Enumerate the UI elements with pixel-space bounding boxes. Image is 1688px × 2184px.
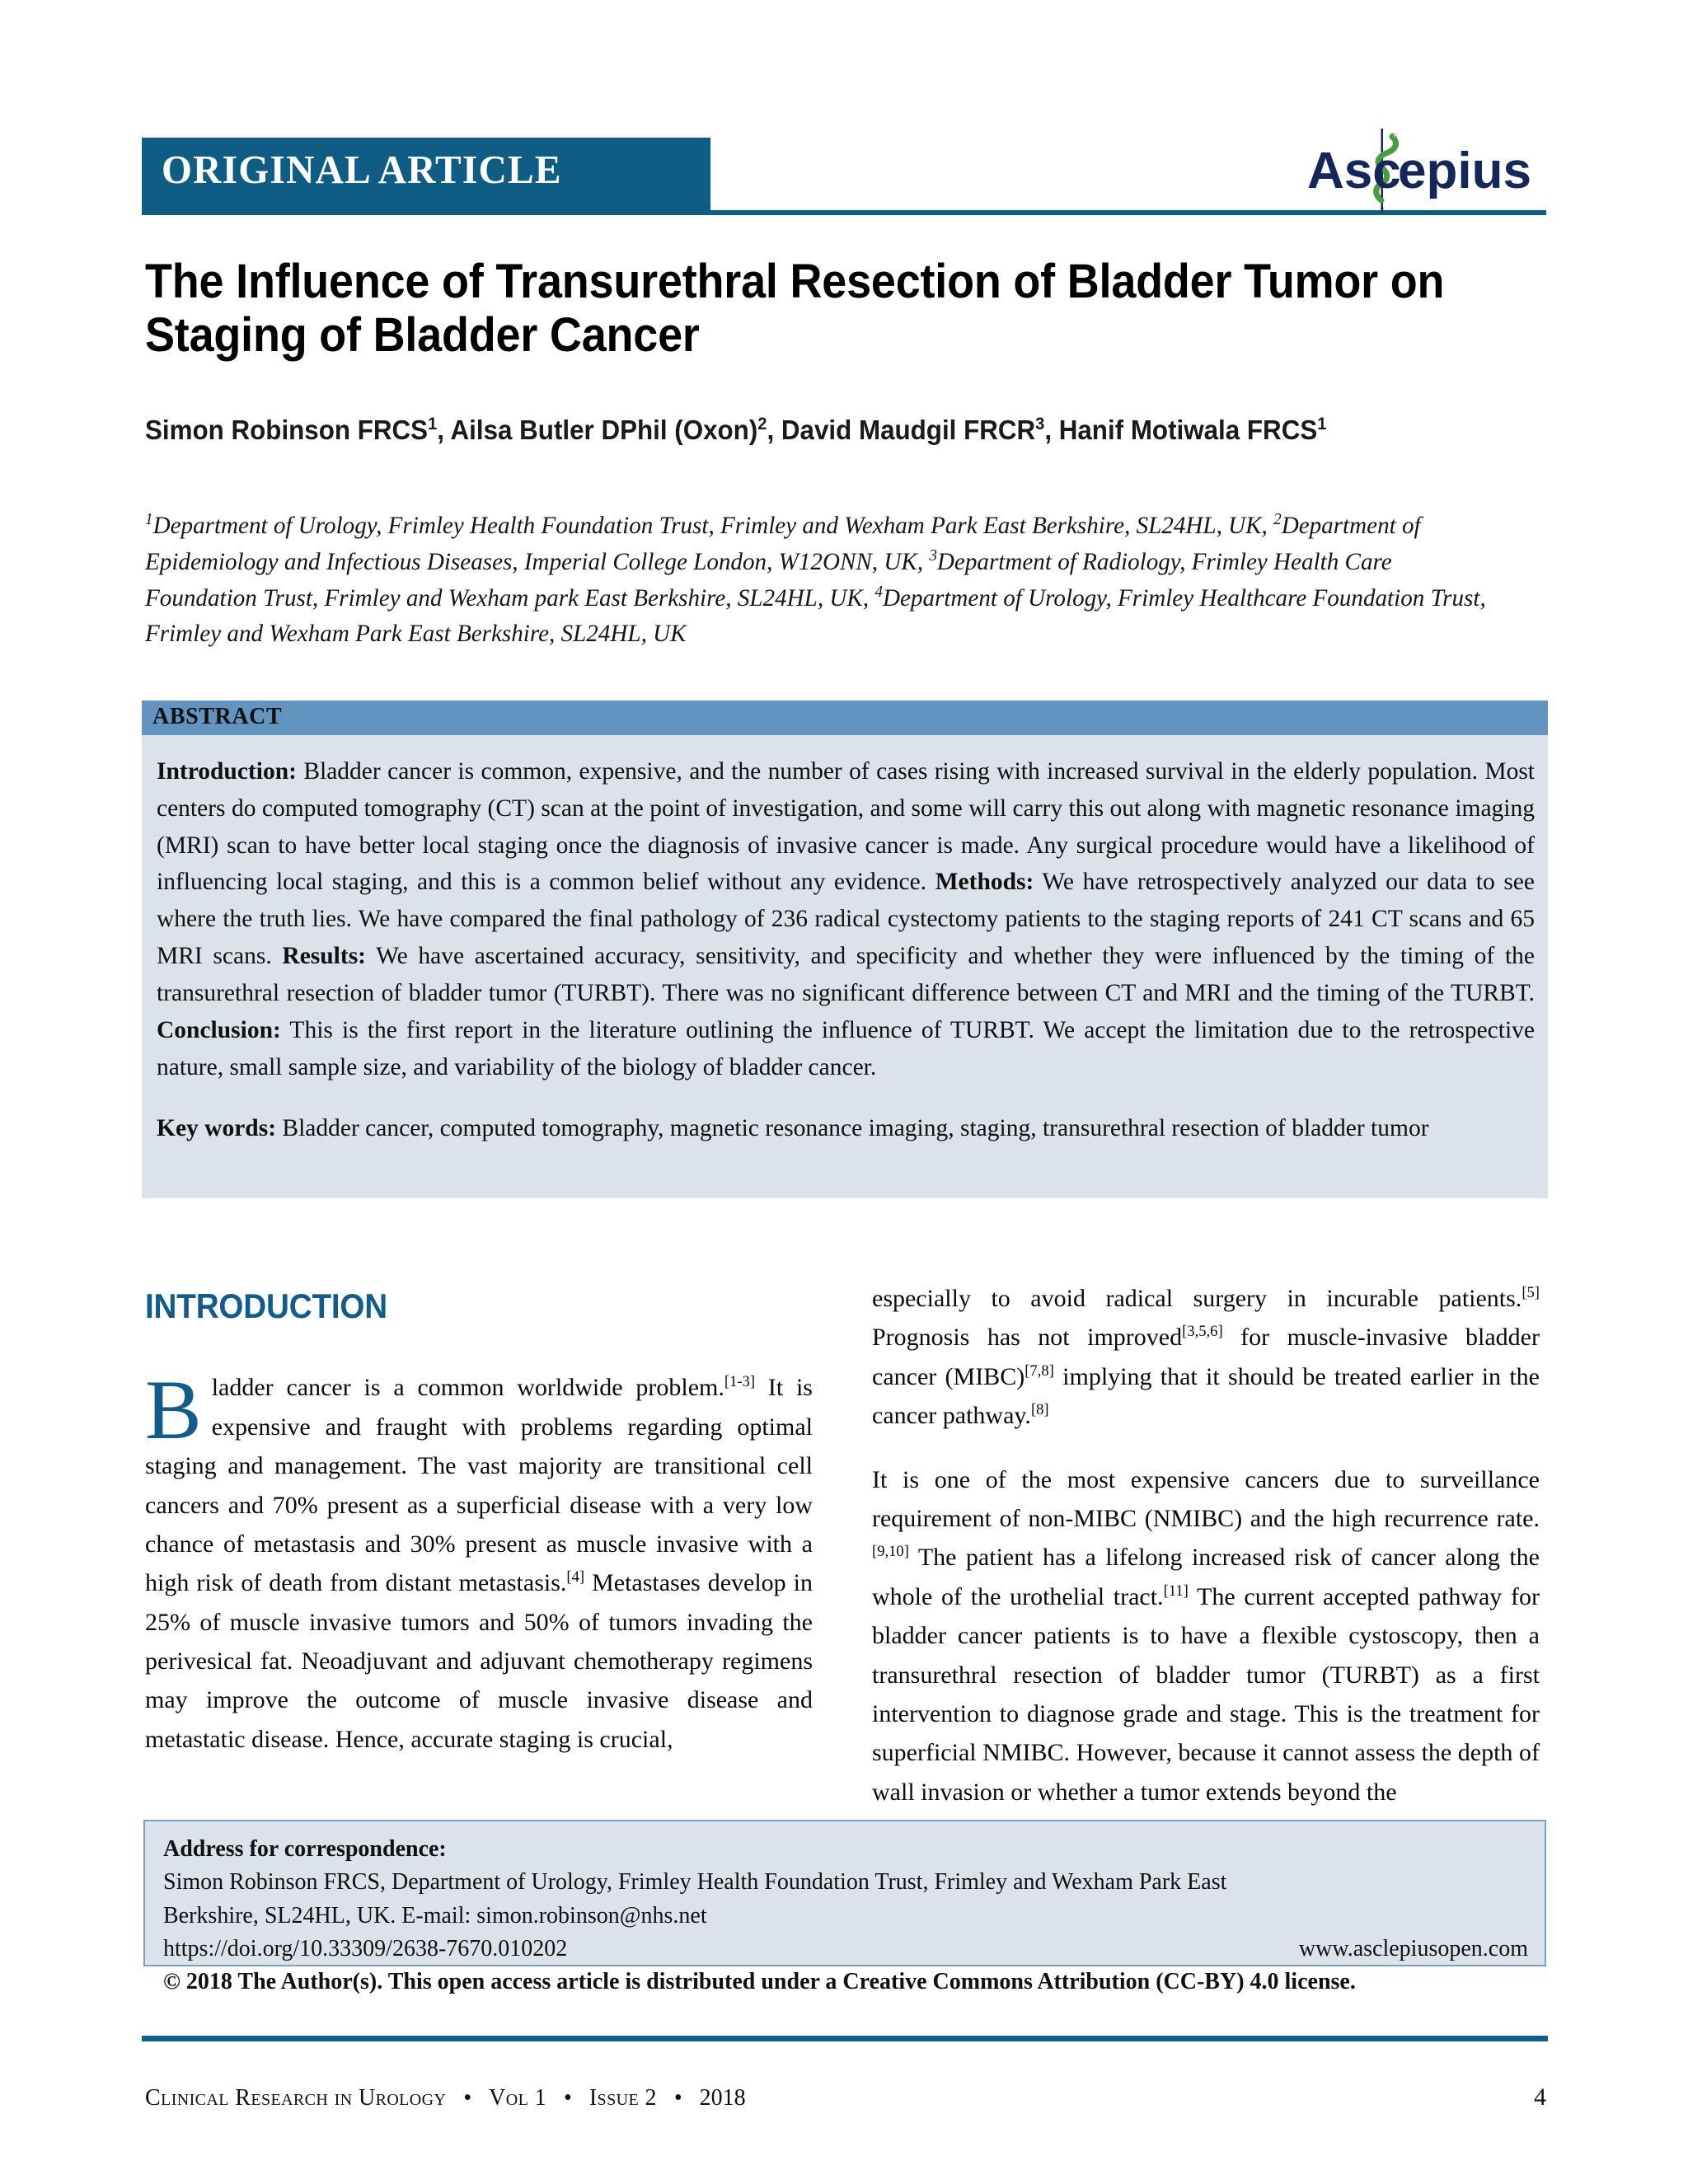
- correspondence-line-1: Simon Robinson FRCS, Department of Urology, Frimley Health Foundation Trust, Frimley and Wexham Park East: [163, 1869, 1227, 1896]
- license-statement: © 2018 The Author(s). This open access article is distributed under a Creative Commons Attribution (CC-BY) 4.0 license.: [163, 1969, 1356, 1995]
- footer-rule: [142, 2036, 1548, 2041]
- asclepius-logo: [1258, 122, 1546, 214]
- abstract-band: [142, 701, 1548, 735]
- correspondence-box: [143, 1820, 1546, 1995]
- abstract-text: Introduction: Bladder cancer is common, expensive, and the number of cases rising with increased survival in the elderly population. Most centers do computed tomography (CT) scan at the point of investigation, and some will carry this out along with magnetic resonance imaging (MRI) scan to have better local staging once the diagnosis of invasive cancer is made. Any surgical procedure would have a likelihood of influencing local staging, and this is a common belief without any evidence. Methods: We have retrospectively analyzed our data to see where the truth lies. We have compared the final pathology of 236 radical cystectomy patients to the staging reports of 241 CT scans and 65 MRI scans. Results: We have ascertained accuracy, sensitivity, and specificity and whether they were influenced by the timing of the transurethral resection of bladder tumor (TURBT). There was no significant difference between CT and MRI and the timing of the TURBT. Conclusion: This is the first report in the literature outlining the influence of TURBT. We accept the limitation due to the retrospective nature, small sample size, and variability of the biology of bladder cancer.: [157, 758, 1535, 1080]
- correspondence-heading: Address for correspondence:: [163, 1836, 447, 1862]
- footer-page-number: 4: [1534, 2083, 1546, 2111]
- keywords: Key words: Bladder cancer, computed tomography, magnetic resonance imaging, staging, transurethral resection of bladder tumor: [157, 1115, 1429, 1142]
- body-column-left: [145, 1279, 813, 1759]
- footer-separator-1: •: [463, 2085, 472, 2111]
- abstract-body: [142, 735, 1548, 1198]
- footer-issue: Issue 2: [588, 2085, 657, 2111]
- svg-text:epius: epius: [1398, 143, 1531, 199]
- article-type-label: ORIGINAL ARTICLE: [162, 147, 562, 192]
- affiliation-list: $^1$Department of Urology, Frimley Health Foundation Trust, Frimley and Wexham Park East Berkshire, SL24HL, UK, $^2$Department of Epidemiology and Infectious Diseases, Imperial College London, W12ONN, UK, $^3$Department of Radiology, Frimley Health Care Foundation Trust, Frimley and Wexham park East Berkshire, SL24HL, UK, $^4$Department of Urology, Frimley Healthcare Foundation Trust, Frimley and Wexham Park East Berkshire, SL24HL, UK: [145, 510, 1486, 648]
- footer-volume: Vol 1: [489, 2085, 547, 2111]
- body-column-right: [872, 1279, 1540, 1811]
- abstract-heading: ABSTRACT: [152, 704, 283, 729]
- website-link[interactable]: www.asclepiusopen.com: [1298, 1935, 1528, 1961]
- section-heading-introduction: INTRODUCTION: [145, 1286, 388, 1325]
- page-title: The Influence of Transurethral Resection of Bladder Tumor on Staging of Bladder Cancer: [145, 255, 1445, 362]
- article-type-band: [142, 138, 710, 210]
- footer-journal-name: Clinical Research in Urology: [145, 2085, 447, 2111]
- footer-citation: [145, 2085, 746, 2111]
- page-footer: [145, 2083, 1546, 2111]
- correspondence-line-2: Berkshire, SL24HL, UK. E-mail: simon.robinson@nhs.net: [163, 1902, 707, 1929]
- svg-text:Asc: Asc: [1307, 143, 1401, 199]
- correspondence-doi-row: [163, 1933, 1528, 1966]
- masthead: [142, 122, 1546, 219]
- intro-paragraph-right: especially to avoid radical surgery in incurable patients.[5] Prognosis has not improved[3,5,6] for muscle-invasive bladder cancer (MIBC)[7,8] implying that it should be treated earlier in the cancer pathway.[8] It is one of the most expensive cancers due to surveillance requirement of non-MIBC (NMIBC) and the high recurrence rate.[9,10] The patient has a lifelong increased risk of cancer along the whole of the urothelial tract.[11] The current accepted pathway for bladder cancer patients is to have a flexible cystoscopy, then a transurethral resection of bladder tumor (TURBT) as a first intervention to diagnose grade and stage. This is the treatment for superficial NMIBC. However, because it cannot assess the depth of wall invasion or whether a tumor extends beyond the: [872, 1284, 1540, 1806]
- footer-separator-3: •: [673, 2085, 682, 2111]
- doi-link[interactable]: https://doi.org/10.33309/2638-7670.010202: [163, 1935, 568, 1961]
- author-list: Simon Robinson FRCS$^1$, Ailsa Butler DPhil (Oxon)$^2$, David Maudgil FRCR$^3$, Hanif Motiwala FRCS$^1$: [145, 415, 1327, 445]
- intro-paragraph-left: Bladder cancer is a common worldwide problem.[1-3] It is expensive and fraught with problems regarding optimal staging and management. The vast majority are transitional cell cancers and 70% present as a superficial disease with a very low chance of metastasis and 30% present as muscle invasive with a high risk of death from distant metastasis.[4] Metastases develop in 25% of muscle invasive tumors and 50% of tumors invading the perivesical fat. Neoadjuvant and adjuvant chemotherapy regimens may improve the outcome of muscle invasive disease and metastatic disease. Hence, accurate staging is crucial,: [145, 1363, 813, 1753]
- footer-year: 2018: [699, 2085, 746, 2111]
- footer-separator-2: •: [564, 2085, 572, 2111]
